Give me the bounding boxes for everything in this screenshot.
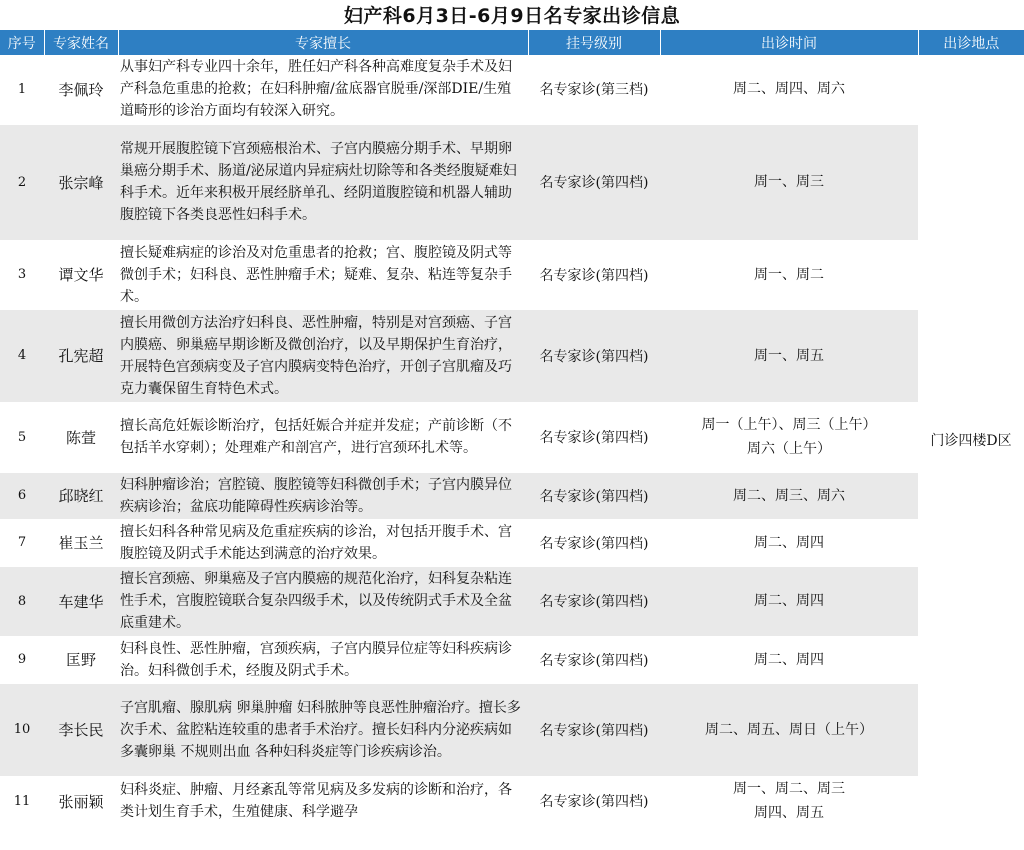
expert-specialty: 从事妇产科专业四十余年，胜任妇产科各种高难度复杂手术及妇产科急危重患的抢救；在妇科肿瘤/盆底器官脱垂/深部DIE/生殖道畸形的诊治方面均有较深入研究。 <box>118 55 528 124</box>
clinic-time-line: 周二、周四 <box>754 593 824 609</box>
table-header-row <box>0 30 1024 55</box>
expert-name: 崔玉兰 <box>44 519 118 566</box>
clinic-time-line: 周一、周三 <box>754 174 824 190</box>
header-location: 出诊地点 <box>918 30 1024 55</box>
clinic-time <box>660 55 918 124</box>
clinic-time <box>660 402 918 472</box>
header-name: 专家姓名 <box>44 30 118 55</box>
clinic-time <box>660 309 918 402</box>
registration-level: 名专家诊(第四档) <box>528 636 660 683</box>
row-number: 7 <box>0 519 44 566</box>
expert-specialty: 妇科良性、恶性肿瘤，宫颈疾病，子宫内膜异位症等妇科疾病诊治。妇科微创手术，经腹及阴式手术。 <box>118 636 528 683</box>
registration-level: 名专家诊(第四档) <box>528 309 660 402</box>
row-number: 5 <box>0 402 44 472</box>
expert-specialty: 擅长用微创方法治疗妇科良、恶性肿瘤，特别是对宫颈癌、子宫内膜癌、卵巢癌早期诊断及微创治疗，以及早期保护生育治疗，开展特色宫颈病变及子宫内膜病变特色治疗，开创子宫肌瘤及巧克力囊保留生育特色术式。 <box>118 309 528 402</box>
row-number: 9 <box>0 636 44 683</box>
expert-name: 张宗峰 <box>44 124 118 240</box>
clinic-time <box>660 683 918 776</box>
row-number: 10 <box>0 683 44 776</box>
row-number: 1 <box>0 55 44 124</box>
registration-level: 名专家诊(第四档) <box>528 402 660 472</box>
header-time: 出诊时间 <box>660 30 918 55</box>
clinic-time-line: 周六（上午） <box>747 441 831 457</box>
expert-specialty: 子宫肌瘤、腺肌病 卵巢肿瘤 妇科脓肿等良恶性肿瘤治疗。擅长多次手术、盆腔粘连较重的患者手术治疗。擅长妇科内分泌疾病如多囊卵巢 不规则出血 各种妇科炎症等门诊疾病诊治。 <box>118 683 528 776</box>
registration-level: 名专家诊(第四档) <box>528 240 660 309</box>
expert-name: 张丽颖 <box>44 776 118 826</box>
expert-name: 谭文华 <box>44 240 118 309</box>
registration-level: 名专家诊(第四档) <box>528 566 660 636</box>
row-number: 8 <box>0 566 44 636</box>
clinic-location: 门诊四楼D区 <box>918 55 1024 826</box>
expert-name: 车建华 <box>44 566 118 636</box>
expert-specialty: 妇科炎症、肿瘤、月经紊乱等常见病及多发病的诊断和治疗，各类计划生育手术，生殖健康、科学避孕 <box>118 776 528 826</box>
clinic-time-line: 周一（上午）、周三（上午） <box>701 417 877 433</box>
table-row <box>0 240 1024 309</box>
table-row <box>0 402 1024 472</box>
clinic-time <box>660 519 918 566</box>
expert-name: 孔宪超 <box>44 309 118 402</box>
table-row <box>0 683 1024 776</box>
expert-specialty: 妇科肿瘤诊治；宫腔镜、腹腔镜等妇科微创手术；子宫内膜异位疾病诊治；盆底功能障碍性疾病诊治等。 <box>118 472 528 519</box>
expert-name: 李佩玲 <box>44 55 118 124</box>
expert-name: 李长民 <box>44 683 118 776</box>
table-row <box>0 636 1024 683</box>
table-row <box>0 472 1024 519</box>
row-number: 4 <box>0 309 44 402</box>
expert-specialty: 擅长高危妊娠诊断治疗，包括妊娠合并症并发症；产前诊断（不包括羊水穿刺）；处理难产和剖宫产，进行宫颈环扎术等。 <box>118 402 528 472</box>
table-row <box>0 309 1024 402</box>
registration-level: 名专家诊(第四档) <box>528 519 660 566</box>
clinic-time-line: 周二、周四 <box>754 651 824 668</box>
clinic-time-line: 周一、周二 <box>754 266 824 283</box>
page-title: 妇产科6月3日-6月9日名专家出诊信息 <box>343 5 681 27</box>
header-level: 挂号级别 <box>528 30 660 55</box>
clinic-time-line: 周二、周三、周六 <box>733 487 845 504</box>
registration-level: 名专家诊(第四档) <box>528 124 660 240</box>
expert-name: 陈萱 <box>44 402 118 472</box>
row-number: 11 <box>0 776 44 826</box>
row-number: 6 <box>0 472 44 519</box>
header-specialty: 专家擅长 <box>118 30 528 55</box>
table-row <box>0 124 1024 240</box>
expert-specialty: 擅长宫颈癌、卵巢癌及子宫内膜癌的规范化治疗，妇科复杂粘连性手术，宫腹腔镜联合复杂四级手术，以及传统阴式手术及全盆底重建术。 <box>118 566 528 636</box>
clinic-time <box>660 472 918 519</box>
expert-name: 匡野 <box>44 636 118 683</box>
clinic-time-line: 周一、周五 <box>754 347 824 364</box>
clinic-time-line: 周四、周五 <box>754 805 824 821</box>
registration-level: 名专家诊(第三档) <box>528 55 660 124</box>
clinic-time-line: 周二、周四 <box>754 534 824 551</box>
expert-schedule-table <box>0 30 1024 827</box>
table-row <box>0 519 1024 566</box>
clinic-time-line: 周二、周五、周日（上午） <box>705 721 873 738</box>
table-row <box>0 566 1024 636</box>
clinic-time-line: 周一、周二、周三 <box>733 781 845 797</box>
header-seq: 序号 <box>0 30 44 55</box>
table-row <box>0 776 1024 826</box>
expert-specialty: 擅长妇科各种常见病及危重症疾病的诊治，对包括开腹手术、宫腹腔镜及阴式手术能达到满意的治疗效果。 <box>118 519 528 566</box>
expert-specialty: 擅长疑难病症的诊治及对危重患者的抢救；宫、腹腔镜及阴式等微创手术；妇科良、恶性肿瘤手术；疑难、复杂、粘连等复杂手术。 <box>118 240 528 309</box>
clinic-time-line: 周二、周四、周六 <box>733 81 845 98</box>
registration-level: 名专家诊(第四档) <box>528 472 660 519</box>
row-number: 3 <box>0 240 44 309</box>
expert-name: 邱晓红 <box>44 472 118 519</box>
clinic-time <box>660 124 918 240</box>
registration-level: 名专家诊(第四档) <box>528 776 660 826</box>
clinic-time <box>660 566 918 636</box>
clinic-time <box>660 240 918 309</box>
expert-specialty: 常规开展腹腔镜下宫颈癌根治术、子宫内膜癌分期手术、早期卵巢癌分期手术、肠道/泌尿道内异症病灶切除等和各类经腹疑难妇科手术。近年来积极开展经脐单孔、经阴道腹腔镜和机器人辅助腹腔镜下各类良恶性妇科手术。 <box>118 124 528 240</box>
registration-level: 名专家诊(第四档) <box>528 683 660 776</box>
clinic-time <box>660 636 918 683</box>
clinic-time <box>660 776 918 826</box>
table-row <box>0 55 1024 124</box>
row-number: 2 <box>0 124 44 240</box>
